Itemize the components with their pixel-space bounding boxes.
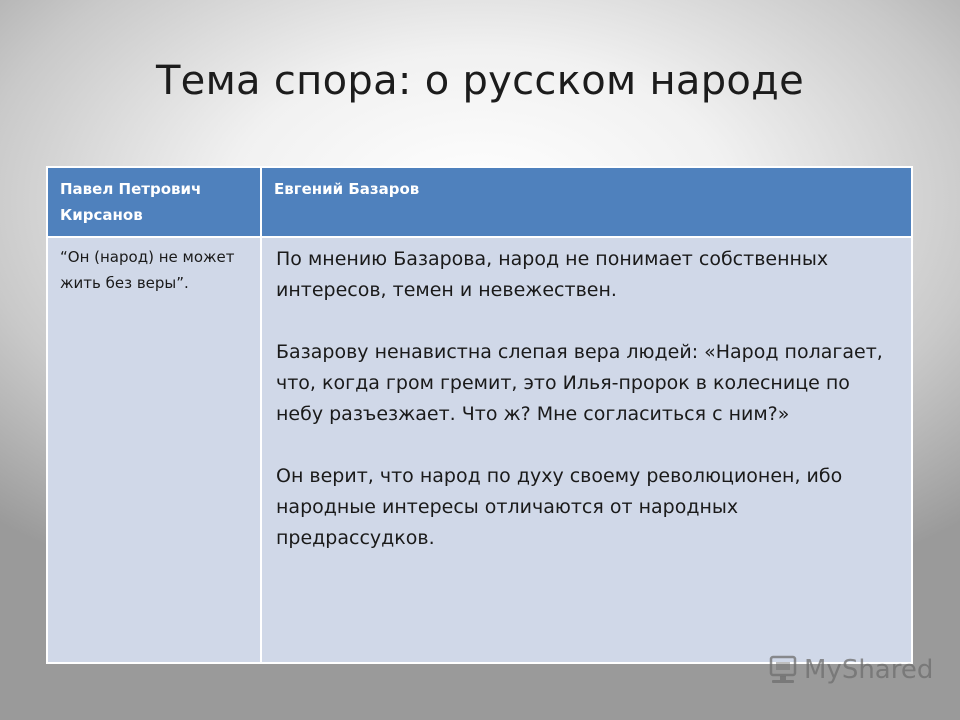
kirsanov-quote-cell: “Он (народ) не может жить без веры”. bbox=[47, 237, 261, 663]
computer-icon bbox=[766, 655, 800, 685]
bazarov-paragraph-3: Он верит, что народ по духу своему революционен, ибо народные интересы отличаются от народных предрассудков. bbox=[276, 465, 843, 549]
header-bazarov: Евгений Базаров bbox=[261, 167, 912, 237]
bazarov-paragraph-1: По мнению Базарова, народ не понимает собственных интересов, темен и невежествен. bbox=[276, 248, 829, 301]
bazarov-text-cell bbox=[261, 237, 912, 663]
myshared-watermark bbox=[766, 655, 933, 685]
watermark-text: MyShared bbox=[804, 655, 934, 685]
bazarov-paragraph-2: Базарову ненавистна слепая вера людей: «Народ полагает, что, когда гром гремит, это Илья-пророк в колеснице по небу разъезжает. Что ж? Мне согласиться с ним?» bbox=[276, 341, 883, 425]
slide-title: Тема спора: о русском народе bbox=[155, 58, 805, 104]
table-row bbox=[47, 237, 912, 663]
table-header-row bbox=[47, 167, 912, 237]
comparison-table bbox=[46, 166, 913, 664]
header-kirsanov: Павел Петрович Кирсанов bbox=[47, 167, 261, 237]
